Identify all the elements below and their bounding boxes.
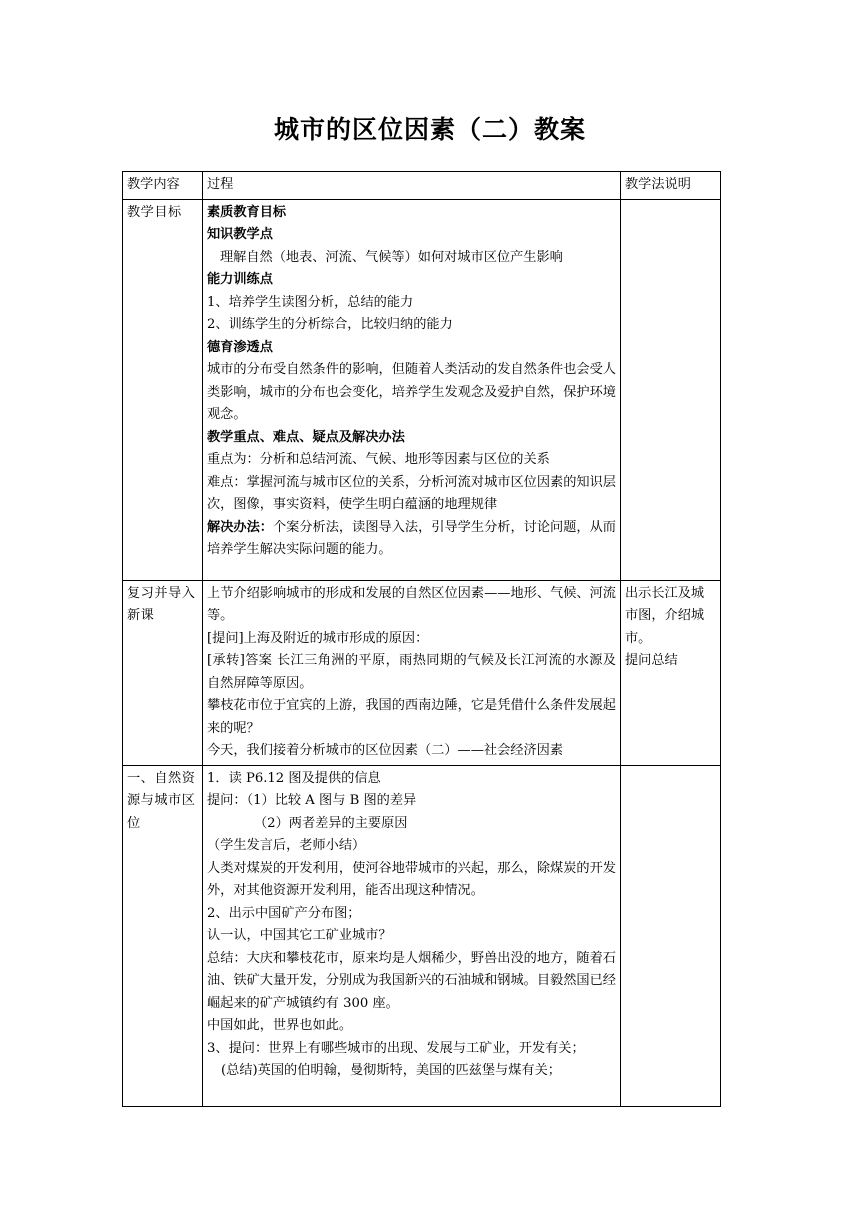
row-label-teaching-goal: 教学目标	[123, 199, 203, 580]
goal-moral-text: 城市的分布受自然条件的影响，但随着人类活动的发自然条件也会受人类影响，城市的分布也会变化，培养学生发观念及爱护自然，保护环境观念。	[207, 362, 616, 422]
review-note-2: 提问总结	[625, 653, 678, 668]
table-row-review	[123, 580, 721, 765]
resources-line-5: 人类对煤炭的开发利用，使河谷地带城市的兴起，那么，除煤炭的开发外，对其他资源开发利用，能否出现这种情况。	[207, 860, 616, 898]
review-line-1: 上节介绍影响城市的形成和发展的自然区位因素——地形、气候、河流等。	[207, 585, 616, 623]
resources-line-4: （学生发言后，老师小结）	[207, 838, 366, 853]
row-label-natural-resources: 一、自然资源与城市区位	[123, 765, 203, 1106]
resources-process-cell	[203, 765, 621, 1106]
table-row-teaching-goal	[123, 199, 721, 580]
goal-heading-key-points: 教学重点、难点、疑点及解决办法	[207, 429, 405, 445]
goal-knowledge-text: 理解自然（地表、河流、气候等）如何对城市区位产生影响	[220, 249, 563, 265]
goal-solution-body: 个案分析法，读图导入法，引导学生分析，讨论问题，从而培养学生解决实际问题的能力。	[207, 519, 616, 557]
goal-solution-label: 解决办法：	[207, 519, 273, 535]
review-line-2: [提问]上海及附近的城市形成的原因：	[207, 630, 429, 646]
resources-line-11: (总结)英国的伯明翰，曼彻斯特，美国的匹兹堡与煤有关；	[221, 1063, 561, 1078]
resources-line-6: 2、出示中国矿产分布图；	[207, 905, 361, 921]
lesson-plan-table	[122, 171, 721, 1107]
resources-line-1: 1．读 P6.12 图及提供的信息	[207, 770, 381, 786]
resources-line-9: 中国如此，世界也如此。	[207, 1018, 353, 1033]
review-line-5: 今天，我们接着分析城市的区位因素（二）——社会经济因素	[207, 743, 564, 758]
goal-key-point-text: 重点为：分析和总结河流、气候、地形等因素与区位的关系	[207, 452, 550, 467]
review-note-1: 出示长江及城市图，介绍城市。	[625, 585, 705, 646]
table-header-row	[123, 172, 721, 200]
review-line-3: [承转]答案 长江三角洲的平原，雨热同期的气候及长江河流的水源及自然屏障等原因。	[207, 653, 616, 691]
goal-solution-text	[207, 517, 616, 562]
goal-ability-2: 2、训练学生的分析综合，比较归纳的能力	[207, 317, 453, 332]
goal-difficulty-text: 难点：掌握河流与城市区位的关系，分析河流对城市区位因素的知识层次，图像，事实资料，使学生明白蕴涵的地理规律	[207, 474, 616, 512]
goal-heading-ability: 能力训练点	[207, 272, 273, 287]
review-note-cell	[621, 580, 721, 765]
resources-line-7: 认一认，中国其它工矿业城市？	[207, 928, 392, 943]
goal-heading-moral: 德育渗透点	[207, 339, 273, 355]
header-process: 过程	[203, 172, 621, 200]
goal-ability-1: 1、培养学生读图分析，总结的能力	[207, 294, 414, 310]
review-line-4: 攀枝花市位于宜宾的上游，我国的西南边陲，它是凭借什么条件发展起来的呢？	[207, 698, 616, 736]
resources-line-10: 3、提问：世界上有哪些城市的出现、发展与工矿业，开发有关；	[207, 1040, 585, 1056]
goal-note-cell	[621, 199, 721, 580]
resources-note-cell	[621, 765, 721, 1106]
goal-heading-quality: 素质教育目标	[207, 204, 287, 220]
resources-line-8: 总结：大庆和攀枝花市，原来均是人烟稀少，野兽出没的地方，随着石油、铁矿大量开发，分别成为我国新兴的石油城和钢城。目毅然国已经崛起来的矿产城镇约有 300 座。	[207, 950, 616, 1011]
goal-process-cell	[203, 199, 621, 580]
row-label-review: 复习并导入新课	[123, 580, 203, 765]
resources-line-3: （2）两者差异的主要原因	[254, 815, 408, 831]
goal-heading-knowledge: 知识教学点	[207, 227, 273, 242]
table-row-natural-resources	[123, 765, 721, 1106]
page-title: 城市的区位因素（二）教案	[273, 115, 586, 144]
header-method-note: 教学法说明	[621, 172, 721, 200]
review-process-cell	[203, 580, 621, 765]
header-content: 教学内容	[123, 172, 203, 200]
resources-line-2: 提问：（1）比较 A 图与 B 图的差异	[207, 793, 417, 808]
